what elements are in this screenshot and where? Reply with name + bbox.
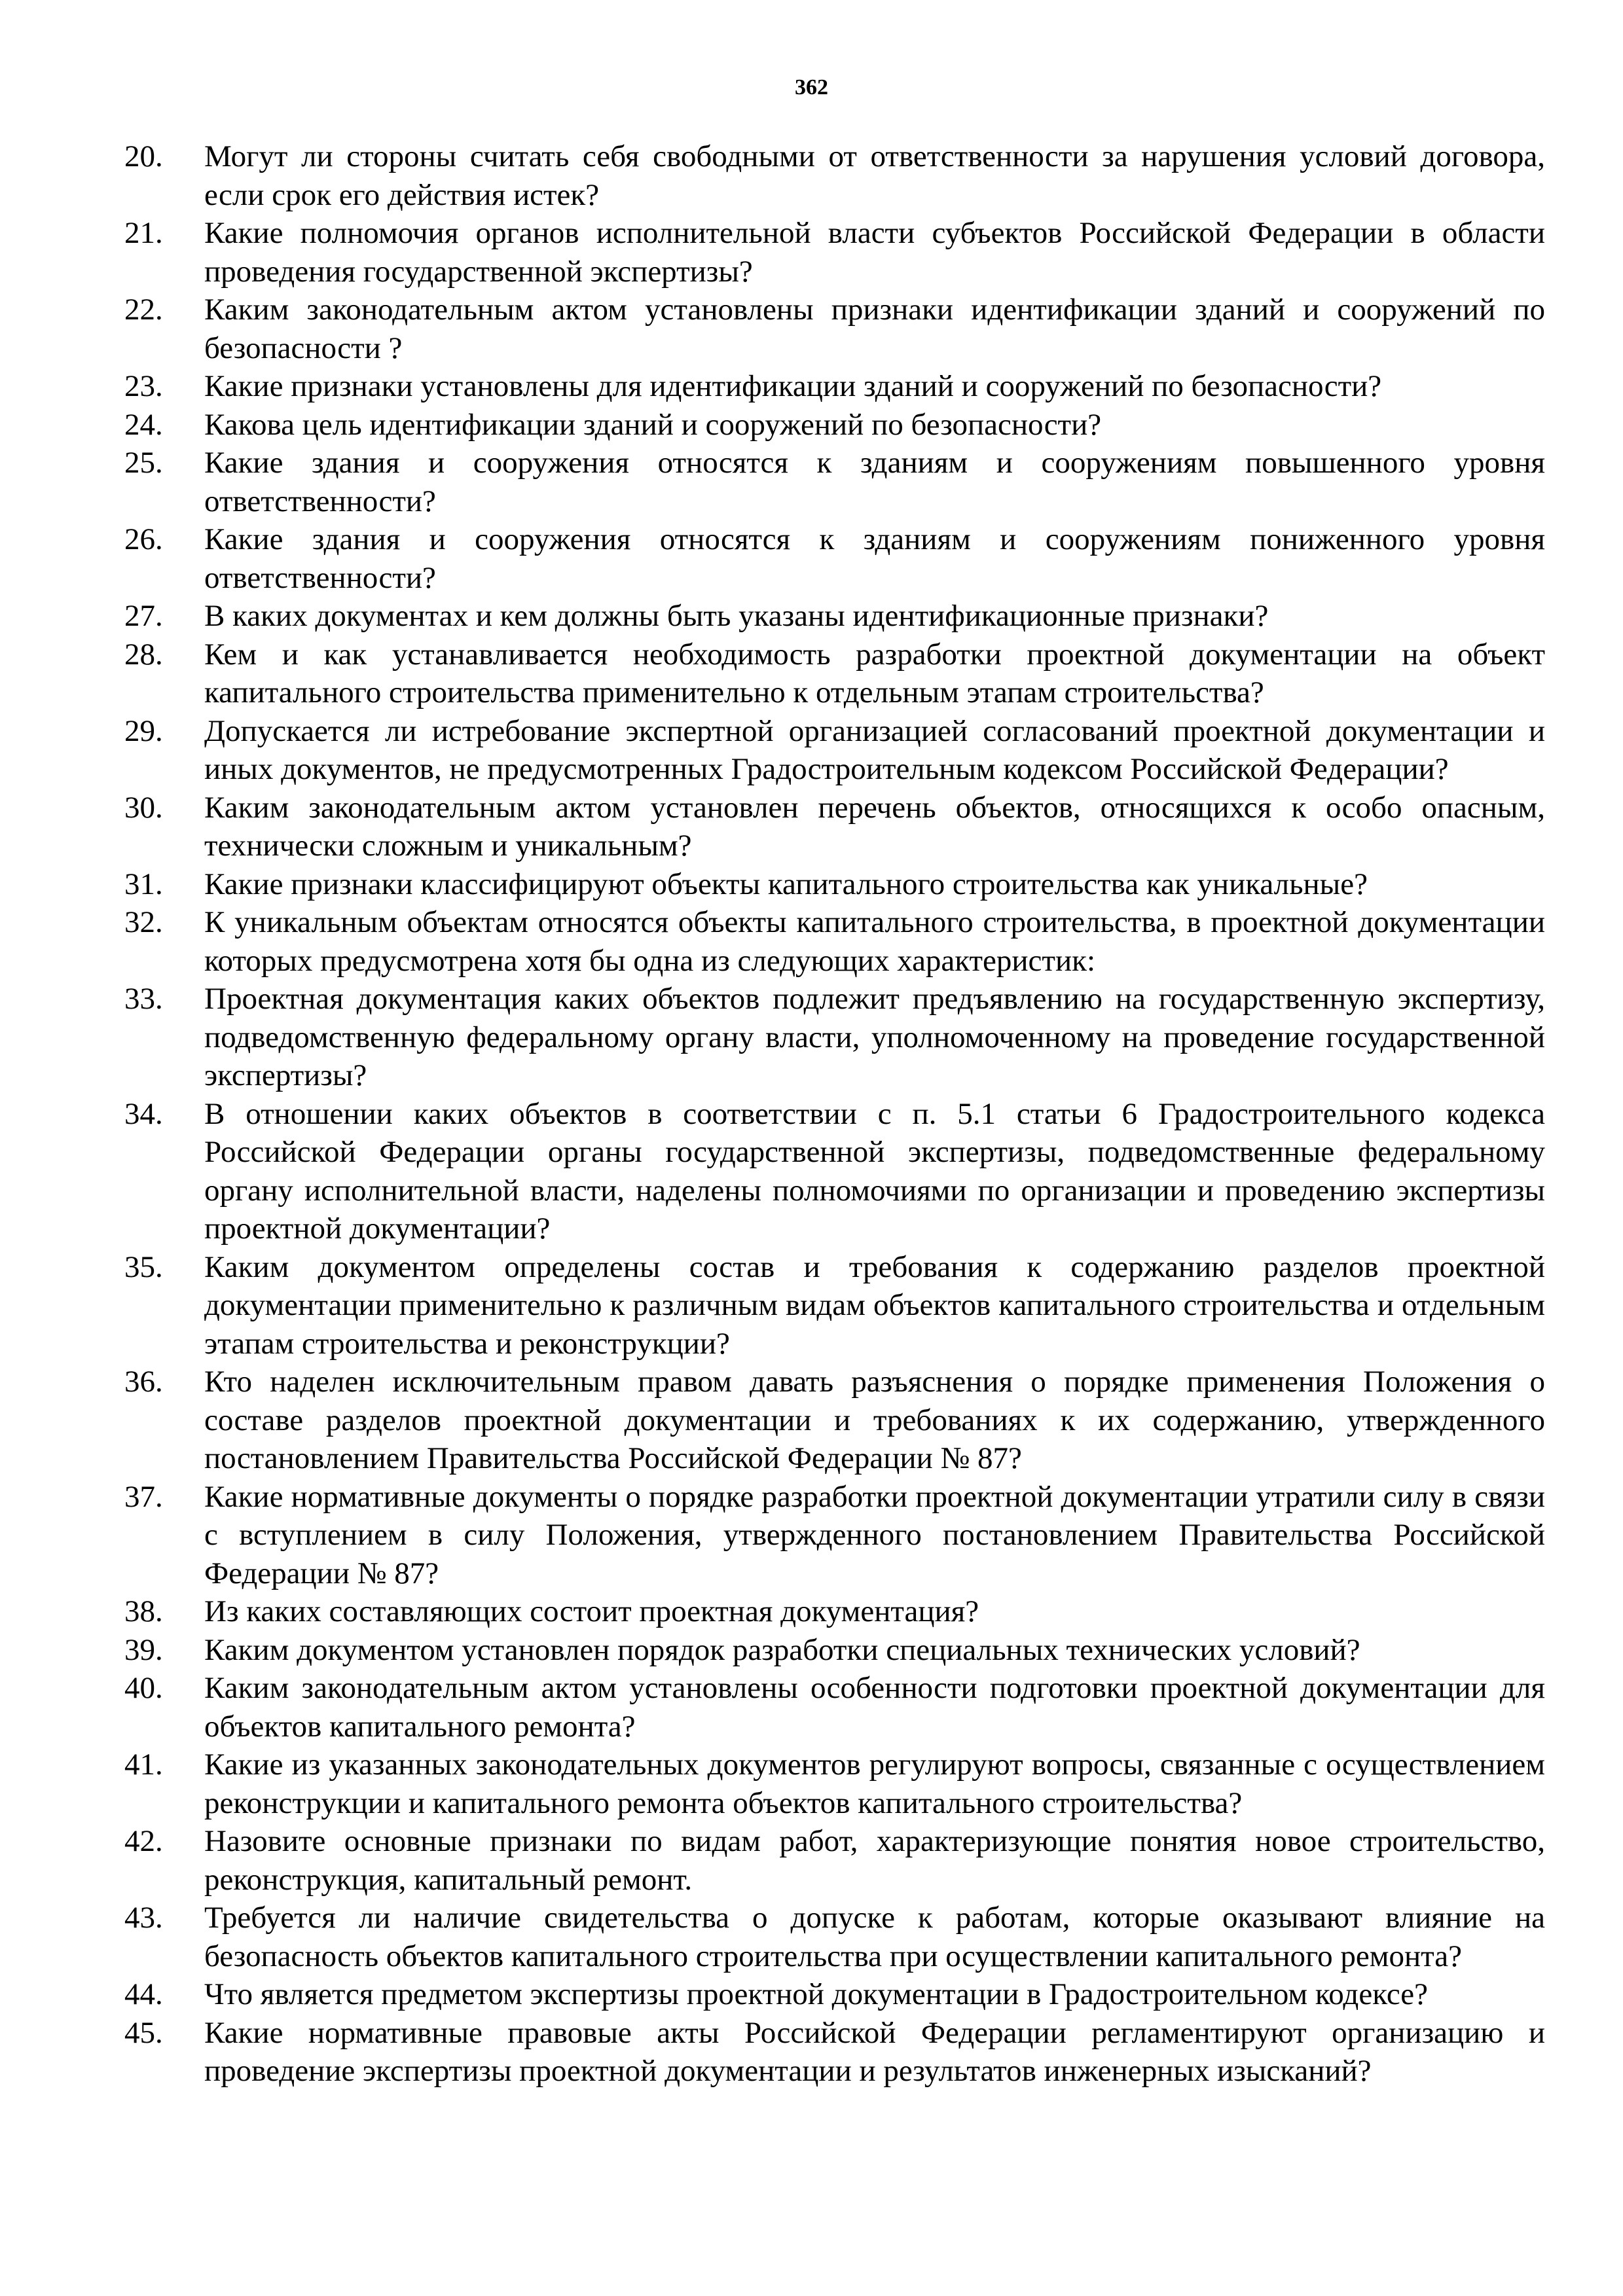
question-number: 40. xyxy=(124,1671,163,1705)
question-number: 21. xyxy=(124,216,163,250)
question-number: 32. xyxy=(124,905,163,939)
question-text: Какие здания и сооружения относятся к зданиям и сооружениям повышенного уровня ответственности? xyxy=(204,446,1545,518)
question-text: Каким законодательным актом установлены признаки идентификации зданий и сооружений по безопасности ? xyxy=(204,293,1545,365)
question-item xyxy=(124,1248,1545,1363)
question-number: 44. xyxy=(124,1977,163,2011)
question-number: 25. xyxy=(124,446,163,480)
question-text: Какие признаки классифицируют объекты капитального строительства как уникальные? xyxy=(204,867,1368,901)
question-number: 26. xyxy=(124,522,163,556)
question-number: 24. xyxy=(124,407,163,442)
question-text: Какие из указанных законодательных документов регулируют вопросы, связанные с осуществлением реконструкции и капитального ремонта объектов капитального строительства? xyxy=(204,1748,1545,1820)
question-number: 41. xyxy=(124,1748,163,1782)
question-item xyxy=(124,597,1545,636)
question-number: 42. xyxy=(124,1824,163,1858)
question-text: Проектная документация каких объектов подлежит предъявлению на государственную экспертизу, подведомственную федеральному органу власти, уполномоченному на проведение государственной экспертизы? xyxy=(204,982,1545,1092)
question-item xyxy=(124,1669,1545,1746)
question-item xyxy=(124,1478,1545,1593)
question-text: Какие нормативные правовые акты Российской Федерации регламентируют организацию и проведение экспертизы проектной документации и результатов инженерных изысканий? xyxy=(204,2015,1545,2088)
question-item xyxy=(124,1975,1545,2014)
question-text: К уникальным объектам относятся объекты капитального строительства, в проектной документации которых предусмотрена хотя бы одна из следующих характеристик: xyxy=(204,905,1545,978)
question-text: В каких документах и кем должны быть указаны идентификационные признаки? xyxy=(204,599,1269,633)
question-text: Могут ли стороны считать себя свободными от ответственности за нарушения условий договора, если срок его действия истек? xyxy=(204,139,1545,212)
question-number: 39. xyxy=(124,1632,163,1667)
question-item xyxy=(124,214,1545,291)
question-text: Какие признаки установлены для идентификации зданий и сооружений по безопасности? xyxy=(204,369,1382,403)
question-item xyxy=(124,789,1545,865)
question-number: 38. xyxy=(124,1594,163,1628)
question-item xyxy=(124,520,1545,597)
question-item xyxy=(124,1746,1545,1822)
question-item xyxy=(124,1822,1545,1899)
question-text: Кто наделен исключительным правом давать разъяснения о порядке применения Положения о составе разделов проектной документации и требованиях к их содержанию, утвержденного постановлением Правительства Российской Федерации № 87? xyxy=(204,1365,1545,1475)
question-item xyxy=(124,1899,1545,1975)
question-number: 36. xyxy=(124,1365,163,1399)
question-list xyxy=(124,137,1545,2090)
question-item xyxy=(124,367,1545,406)
question-item xyxy=(124,406,1545,444)
question-item xyxy=(124,1095,1545,1248)
question-number: 35. xyxy=(124,1249,163,1284)
question-number: 29. xyxy=(124,713,163,748)
question-number: 30. xyxy=(124,790,163,825)
question-item xyxy=(124,291,1545,367)
question-number: 22. xyxy=(124,293,163,327)
question-item xyxy=(124,1592,1545,1631)
question-text: Каким документом установлен порядок разработки специальных технических условий? xyxy=(204,1632,1360,1667)
question-text: Каким законодательным актом установлены особенности подготовки проектной документации для объектов капитального ремонта? xyxy=(204,1671,1545,1744)
question-text: Требуется ли наличие свидетельства о допуске к работам, которые оказывают влияние на безопасность объектов капитального строительства при осуществлении капитального ремонта? xyxy=(204,1901,1545,1973)
page-number: 362 xyxy=(795,75,828,99)
question-text: Какова цель идентификации зданий и сооружений по безопасности? xyxy=(204,407,1102,442)
question-number: 31. xyxy=(124,867,163,901)
question-text: Кем и как устанавливается необходимость разработки проектной документации на объект капитального строительства применительно к отдельным этапам строительства? xyxy=(204,637,1545,709)
question-number: 34. xyxy=(124,1096,163,1131)
question-text: Из каких составляющих состоит проектная документация? xyxy=(204,1594,979,1628)
question-number: 20. xyxy=(124,139,163,173)
question-text: Что является предметом экспертизы проектной документации в Градостроительном кодексе? xyxy=(204,1977,1429,2011)
question-item xyxy=(124,712,1545,789)
question-text: Допускается ли истребование экспертной организацией согласований проектной документации и иных документов, не предусмотренных Градостроительным кодексом Российской Федерации? xyxy=(204,713,1545,786)
question-item xyxy=(124,1631,1545,1670)
question-item xyxy=(124,2014,1545,2090)
question-text: Назовите основные признаки по видам работ, характеризующие понятия новое строительство, реконструкция, капитальный ремонт. xyxy=(204,1824,1545,1897)
question-number: 33. xyxy=(124,982,163,1016)
question-item xyxy=(124,903,1545,980)
question-number: 23. xyxy=(124,369,163,403)
question-item xyxy=(124,444,1545,520)
question-text: Какие здания и сооружения относятся к зданиям и сооружениям пониженного уровня ответственности? xyxy=(204,522,1545,595)
question-text: Какие нормативные документы о порядке разработки проектной документации утратили силу в связи с вступлением в силу Положения, утвержденного постановлением Правительства Российской Федерации № 87? xyxy=(204,1479,1545,1590)
question-number: 28. xyxy=(124,637,163,672)
question-item xyxy=(124,636,1545,712)
question-item xyxy=(124,1363,1545,1478)
question-item xyxy=(124,137,1545,214)
question-text: Каким документом определены состав и требования к содержанию разделов проектной документации применительно к различным видам объектов капитального строительства и отдельным этапам строительства и реконструкции? xyxy=(204,1249,1545,1361)
question-item xyxy=(124,865,1545,904)
question-number: 27. xyxy=(124,599,163,633)
question-text: В отношении каких объектов в соответствии с п. 5.1 статьи 6 Градостроительного кодекса Российской Федерации органы государственной экспертизы, подведомственные федеральному органу исполнительной власти, наделены полномочиями по организации и проведению экспертизы проектной документации? xyxy=(204,1096,1545,1246)
question-text: Какие полномочия органов исполнительной власти субъектов Российской Федерации в области проведения государственной экспертизы? xyxy=(204,216,1545,289)
question-item xyxy=(124,980,1545,1095)
question-number: 37. xyxy=(124,1479,163,1514)
question-number: 43. xyxy=(124,1901,163,1935)
question-text: Каким законодательным актом установлен перечень объектов, относящихся к особо опасным, технически сложным и уникальным? xyxy=(204,790,1545,863)
question-number: 45. xyxy=(124,2015,163,2050)
